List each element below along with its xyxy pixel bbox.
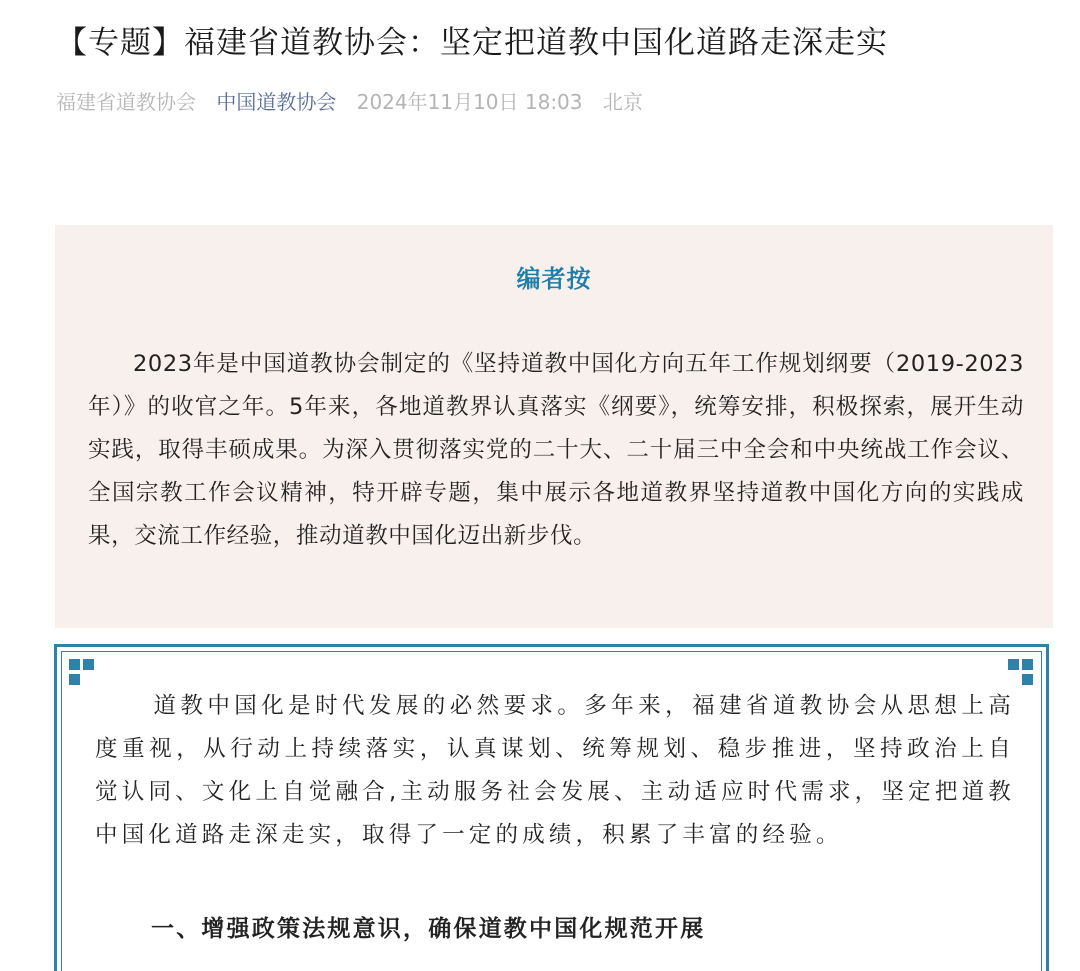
corner-ornament-top-left-icon: [69, 659, 95, 689]
article-meta: [56, 86, 657, 118]
publish-datetime: 2024年11月10日 18:03: [356, 90, 583, 114]
publish-location: 北京: [602, 90, 643, 114]
editor-note-text: 2023年是中国道教协会制定的《坚持道教中国化方向五年工作规划纲要（2019-2023年）》的收官之年。5年来，各地道教界认真落实《纲要》，统筹安排，积极探索，展开生动实践，取得丰硕成果。为深入贯彻落实党的二十大、二十届三中全会和中央统战工作会议、全国宗教工作会议精神，特开辟专题，集中展示各地道教界坚持道教中国化方向的实践成果，交流工作经验，推动道教中国化迈出新步伐。: [88, 351, 1024, 549]
editor-note-heading: 编者按: [516, 265, 592, 293]
section-heading: 一、增强政策法规意识，确保道教中国化规范开展: [151, 916, 706, 942]
account-name-link[interactable]: 中国道教协会: [216, 90, 337, 114]
article-source: 福建省道教协会: [56, 90, 196, 114]
intro-paragraph: 道教中国化是时代发展的必然要求。多年来，福建省道教协会从思想上高度重视，从行动上持续落实，认真谋划、统筹规划、稳步推进，坚持政治上自觉认同、文化上自觉融合,主动服务社会发展、主动适应时代需求，坚定把道教中国化道路走深走实，取得了一定的成绩，积累了丰富的经验。: [95, 693, 1015, 848]
framed-content-box: [54, 644, 1049, 971]
article-title: 【专题】福建省道教协会：坚定把道教中国化道路走深走实: [56, 25, 888, 61]
editor-note-box: [55, 225, 1053, 628]
